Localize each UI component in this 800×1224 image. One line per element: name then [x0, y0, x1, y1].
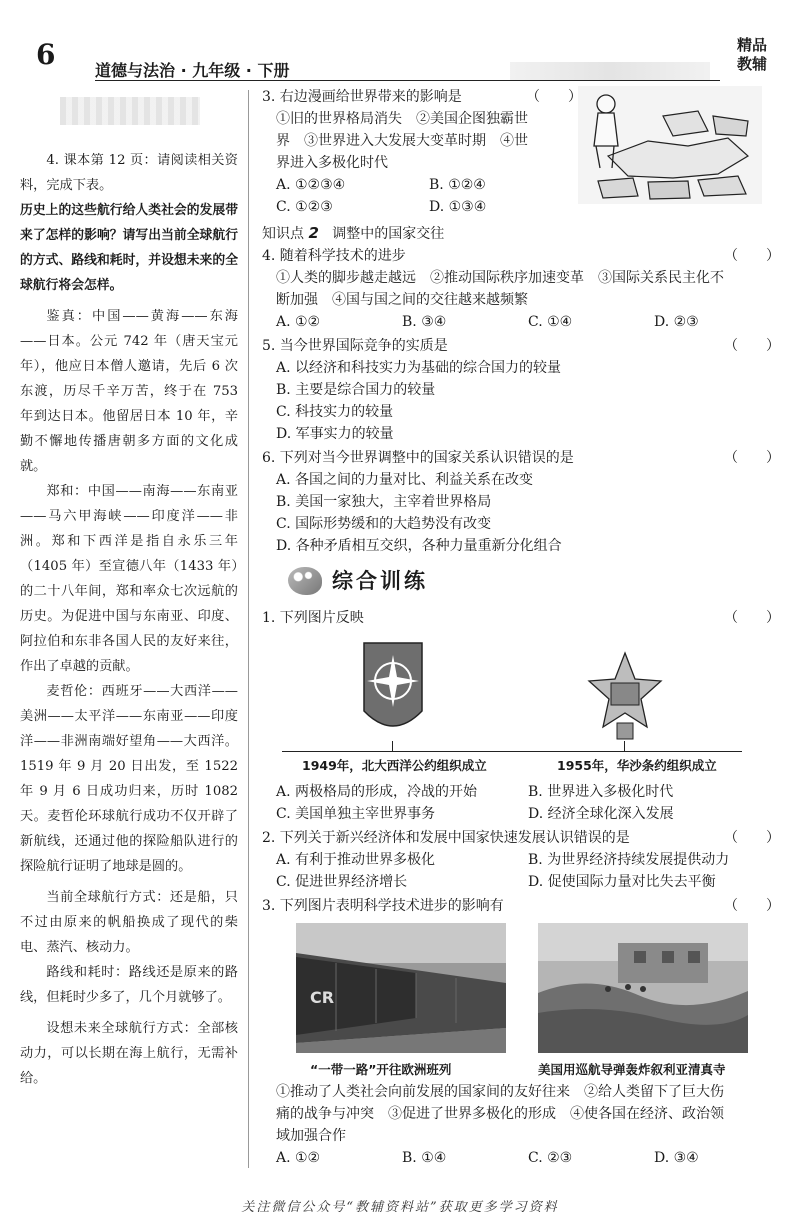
option-d[interactable]: D. 促使国际力量对比失去平衡: [528, 874, 716, 890]
option-c[interactable]: C. ①②③: [276, 199, 333, 215]
nato-caption: 1949年，北大西洋公约组织成立: [302, 758, 487, 773]
statement-line: ①推动了人类社会向前发展的国家间的友好往来 ②给人类留下了巨大伤: [276, 1084, 724, 1100]
options: [262, 311, 780, 333]
answer-paren: （ ）: [724, 338, 780, 354]
kp-number: 2: [308, 224, 319, 242]
page-number: 6: [36, 38, 56, 71]
option-b[interactable]: B. ①④: [402, 1150, 447, 1166]
statement-line: 域加强合作: [276, 1128, 346, 1144]
answer-paren: （ ）: [526, 89, 582, 105]
option-d[interactable]: D. 经济全球化深入发展: [528, 806, 674, 822]
kp-title: 调整中的国家交往: [332, 226, 445, 242]
magellan-text: 麦哲伦：西班牙——大西洋——美洲——太平洋——东南亚——印度洋——非洲南端好望角——大西洋。1519 年 9 月 20 日出发，至 1522 年 9 月 6 日成功归来，历时 1082 天。麦哲伦环球航行成功不仅开辟了新航线，还通过他的探险船队进行的探险航行证明了地球是圆的。: [20, 684, 238, 874]
faded-banner-right: [510, 62, 710, 80]
brand-line2: 教辅: [736, 55, 767, 73]
footer-note: 关注微信公众号“教辅资料站”获取更多学习资料: [241, 1200, 559, 1215]
timeline-tick: [624, 741, 625, 751]
task-heading: 4. 课本第 12 页：请阅读相关资料，完成下表。: [20, 153, 238, 193]
statement-line: 界 ③世界进入大发展大变革时期 ④世: [276, 133, 528, 149]
question-stem: 2. 下列关于新兴经济体和发展中国家快速发展认识错误的是: [262, 830, 630, 846]
brand-logo: [732, 36, 772, 74]
bombing-photo: [538, 923, 748, 1053]
answer-paren: （ ）: [724, 610, 780, 626]
option-c[interactable]: C. 科技实力的较量: [276, 404, 394, 420]
answer-paren: （ ）: [724, 898, 780, 914]
option-a[interactable]: A. 各国之间的力量对比、利益关系在改变: [276, 472, 534, 488]
question-4: [262, 245, 780, 333]
exercise-3: [262, 895, 780, 1169]
knowledge-point-heading: [262, 222, 780, 245]
train-photo: [296, 923, 506, 1053]
brand-line1: 精品: [736, 36, 767, 54]
photo-figure: [262, 921, 780, 1081]
answer-paren: （ ）: [724, 450, 780, 466]
answer-paren: （ ）: [724, 248, 780, 264]
warsaw-caption: 1955年，华沙条约组织成立: [557, 758, 717, 773]
nato-emblem-icon: [362, 641, 424, 741]
option-b[interactable]: B. ③④: [402, 314, 447, 330]
option-d[interactable]: D. ③④: [654, 1150, 699, 1166]
zhenghe-text: 郑和：中国——南海——东南亚——马六甲海峡——印度洋——非洲。郑和下西洋是指自永乐三年（1405 年）至宣德八年（1433 年）的二十八年间，郑和率众七次远航的历史。为促进中国与东南亚、印度、阿拉伯和东非各国人民的友好来往，作出了卓越的贡献。: [20, 484, 238, 674]
options: [262, 1147, 780, 1169]
options: [262, 174, 582, 218]
left-column: [20, 148, 238, 1091]
option-d[interactable]: D. 各种矛盾相互交织，各种力量重新分化组合: [276, 538, 562, 554]
options: [262, 849, 780, 893]
statement-line: ①旧的世界格局消失 ②美国企图独霸世: [276, 111, 528, 127]
exercise-1: [262, 607, 780, 825]
timeline-figure: [262, 633, 780, 781]
option-b[interactable]: B. 世界进入多极化时代: [528, 784, 674, 800]
kp-label: 知识点: [262, 226, 304, 242]
train-caption: “一带一路”开往欧洲班列: [310, 1062, 452, 1077]
question-stem: 3. 下列图片表明科学技术进步的影响有: [262, 898, 504, 914]
future-text: 设想未来全球航行方式：全部核动力，可以长期在海上航行，无需补给。: [20, 1021, 238, 1086]
options: [262, 781, 780, 825]
current-mode-text: 当前全球航行方式：还是船，只不过由原来的帆船换成了现代的柴电、蒸汽、核动力。: [20, 890, 238, 955]
option-b[interactable]: B. 主要是综合国力的较量: [276, 382, 436, 398]
statement-line: 断加强 ④国与国之间的交往越来越频繁: [276, 292, 528, 308]
option-b[interactable]: B. 为世界经济持续发展提供动力: [528, 852, 730, 868]
option-a[interactable]: A. ①②: [276, 1150, 321, 1166]
option-b[interactable]: B. 美国一家独大，主宰着世界格局: [276, 494, 492, 510]
answer-paren: （ ）: [724, 830, 780, 846]
option-d[interactable]: D. ①③④: [429, 199, 487, 215]
question-6: [262, 447, 780, 557]
question-stem: 3. 右边漫画给世界带来的影响是: [262, 89, 462, 105]
bombing-caption: 美国用巡航导弹轰炸叙利亚清真寺: [538, 1062, 726, 1077]
jianzhen-text: 鉴真：中国——黄海——东海——日本。公元 742 年（唐天宝元年），他应日本僧人邀请，先后 6 次东渡，历尽千辛万苦，终于在 753 年到达日本。他留居日本 10 年，辛勤不懈地传播唐朝多方面的文化成就。: [20, 309, 238, 474]
option-b[interactable]: B. ①②④: [429, 177, 486, 193]
option-c[interactable]: C. 国际形势缓和的大趋势没有改变: [276, 516, 492, 532]
option-d[interactable]: D. 军事实力的较量: [276, 426, 394, 442]
option-c[interactable]: C. ②③: [528, 1150, 573, 1166]
option-c[interactable]: C. 促进世界经济增长: [276, 874, 408, 890]
option-a[interactable]: A. 有利于推动世界多极化: [276, 852, 436, 868]
option-a[interactable]: A. 以经济和科技实力为基础的综合国力的较量: [276, 360, 562, 376]
timeline-line: [282, 751, 742, 752]
route-time-text: 路线和耗时：路线还是原来的路线，但耗时少多了，几个月就够了。: [20, 965, 238, 1005]
palette-icon: [288, 567, 322, 595]
section-heading: [288, 567, 780, 595]
book-title: 道德与法治 · 九年级 · 下册: [95, 61, 290, 80]
section-title: 综合训练: [332, 569, 428, 593]
statement-line: 界进入多极化时代: [276, 155, 388, 171]
train-logo: CR: [310, 988, 335, 1007]
question-stem: 4. 随着科学技术的进步: [262, 248, 406, 264]
faded-banner-left: [60, 97, 200, 125]
timeline-tick: [392, 741, 393, 751]
option-c[interactable]: C. 美国单独主宰世界事务: [276, 806, 436, 822]
option-a[interactable]: A. 两极格局的形成，冷战的开始: [276, 784, 478, 800]
exercise-2: [262, 827, 780, 893]
question-3: [262, 86, 582, 218]
right-column: [262, 86, 780, 1169]
question-stem: 5. 当今世界国际竞争的实质是: [262, 338, 448, 354]
option-d[interactable]: D. ②③: [654, 314, 699, 330]
header-rule: [95, 80, 720, 81]
ruins-image: [538, 923, 748, 1053]
column-divider: [248, 90, 249, 1168]
option-a[interactable]: A. ①②: [276, 314, 321, 330]
task-prompt: 历史上的这些航行给人类社会的发展带来了怎样的影响？请写出当前全球航行的方式、路线和耗时，并设想未来的全球航行将会怎样。: [20, 203, 238, 293]
option-c[interactable]: C. ①④: [528, 314, 573, 330]
option-a[interactable]: A. ①②③④: [276, 177, 346, 193]
question-stem: 1. 下列图片反映: [262, 610, 364, 626]
question-stem: 6. 下列对当今世界调整中的国家关系认识错误的是: [262, 450, 574, 466]
question-5: [262, 335, 780, 445]
warsaw-pact-emblem-icon: [587, 651, 663, 741]
statement-line: 痛的战争与冲突 ③促进了世界多极化的形成 ④使各国在经济、政治领: [276, 1106, 724, 1122]
statement-line: ①人类的脚步越走越远 ②推动国际秩序加速变革 ③国际关系民主化不: [276, 270, 724, 286]
freight-train-image: [296, 923, 506, 1053]
